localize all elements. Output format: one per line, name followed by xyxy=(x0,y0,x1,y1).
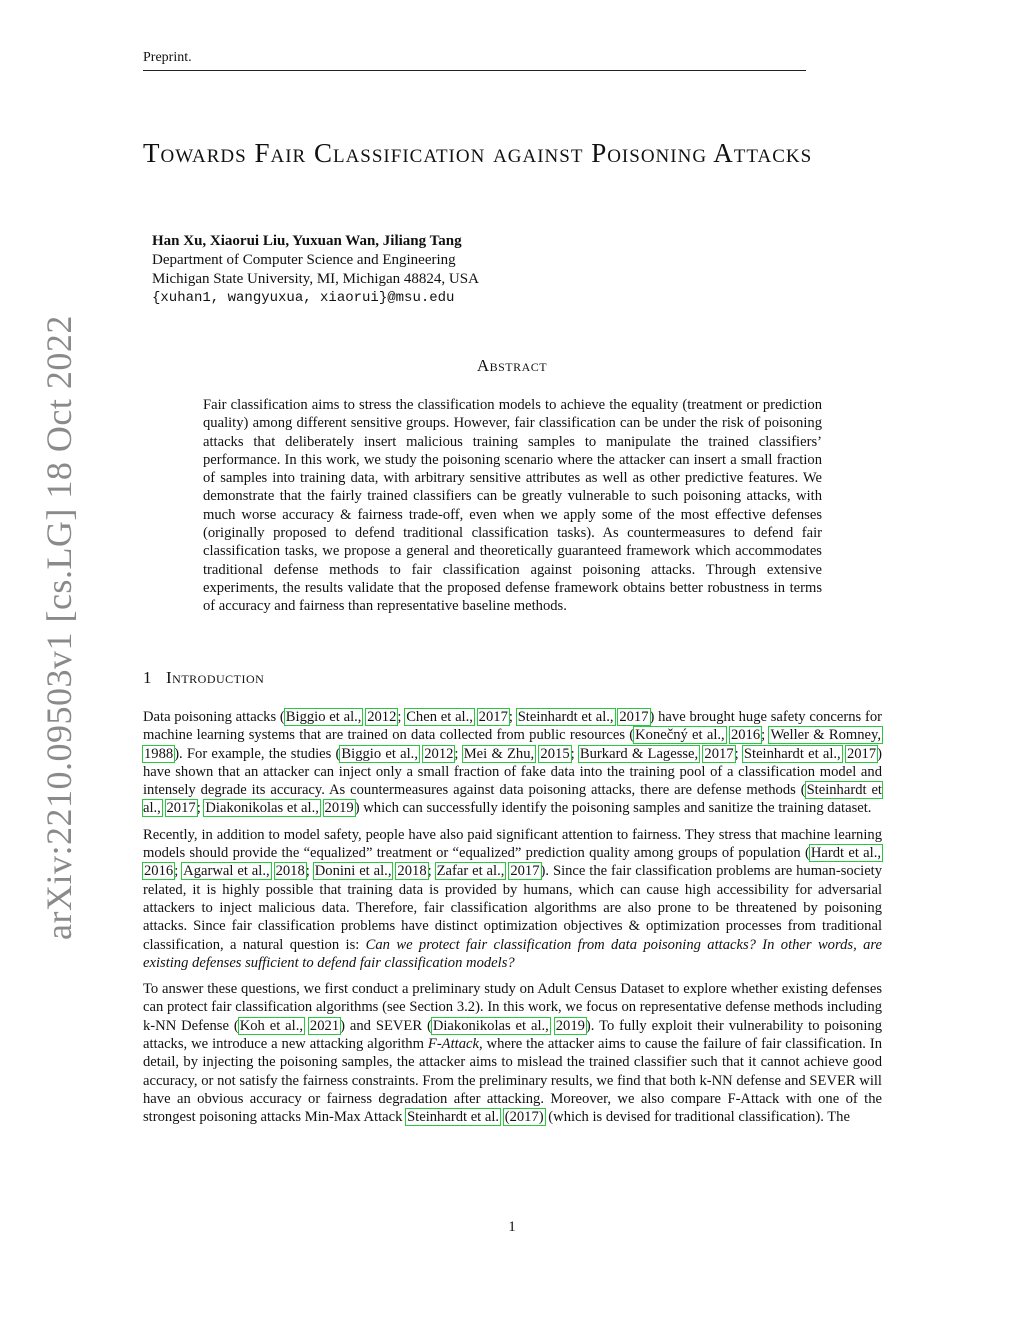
paper-title: Towards Fair Classification against Poisoning Attacks xyxy=(143,138,813,168)
citation-link[interactable]: Hardt et al., xyxy=(810,845,882,862)
text-run: ) have shown that an attacker can inject only a small fraction of fake data into the training pool of a classification model and intensely degrade its accuracy. As countermeasures against data poisoning attacks, there are defense methods ( xyxy=(143,745,883,799)
citation-link[interactable]: 2015 xyxy=(540,745,570,762)
section-number: 1 xyxy=(143,668,152,687)
page-number: 1 xyxy=(508,1219,516,1235)
text-run: ; xyxy=(174,863,183,880)
text-run: ; xyxy=(305,863,314,880)
citation-link[interactable]: 2012 xyxy=(367,709,397,725)
text-run: Data poisoning attacks ( xyxy=(143,709,285,725)
research-question: Can we protect fair classification from data poisoning attacks? In other words, are existing defenses sufficient to defend fair classification models? xyxy=(143,936,882,971)
text-run: , where the attacker aims to cause the failure of fair classification. In detail, by injecting the poisoning samples, the attacker aims to mislead the trained classifier such that it cannot achieve good accuracy, or not satisfy the fairness constraints. From the preliminary results, we find that both k-NN defense and SEVER will have an obvious accuracy or fairness degradation after attacking. Moreover, we also compare F-Attack with one of the strongest poisoning attacks Min-Max Attack xyxy=(143,1036,882,1126)
paragraph-1 xyxy=(143,708,882,818)
citation-link[interactable]: Koh et al., xyxy=(239,1017,304,1034)
running-head: Preprint. xyxy=(143,50,192,65)
text-run: ; xyxy=(454,745,463,762)
citation-link[interactable]: 2017 xyxy=(619,709,649,725)
text-run: ). To fully exploit their vulnerability to poisoning attacks, we introduce a new attacking algorithm xyxy=(143,1017,882,1053)
citation-link[interactable]: 2017 xyxy=(846,745,877,762)
citation-link[interactable]: 2021 xyxy=(309,1017,340,1034)
citation-link[interactable]: 2017 xyxy=(510,863,540,880)
citation-link[interactable]: Steinhardt et al., xyxy=(143,782,882,817)
text-run: (which is devised for traditional classification). The xyxy=(544,1109,850,1126)
paragraph-3 xyxy=(143,980,882,1126)
citation-link[interactable]: 2018 xyxy=(397,863,427,880)
text-run: ; xyxy=(196,800,205,817)
author-university: Michigan State University, MI, Michigan 48824, USA xyxy=(152,271,479,287)
abstract-text: Fair classification aims to stress the classification models to achieve the equality (treatment or prediction quality) among different sensitive groups. However, fair classification can be under the risk of poisoning attacks that deliberately insert malicious training samples to manipulate the trained classifiers’ performance. In this work, we study the poisoning scenario where the attacker can insert a small fraction of samples into training data, with arbitrary sensitive attributes as well as other predictive features. We demonstrate that the fairly trained classifiers can be greatly vulnerable to such poisoning attacks, with much worse accuracy & fairness trade-off, even when we apply some of the most effective defenses (originally proposed to defend traditional classification tasks). As countermeasures to defend fair classification tasks, we propose a general and theoretically guaranteed framework which accommodates traditional defense methods to fair classification against poisoning attacks. Through extensive experiments, the results validate that the proposed defense framework obtains better robustness in terms of accuracy and fairness than representative baseline methods. xyxy=(203,397,822,615)
text-run: ; xyxy=(734,745,743,762)
body-text xyxy=(143,708,882,1135)
citation-link[interactable]: Burkard & Lagesse, xyxy=(579,745,699,762)
abstract-heading: Abstract xyxy=(476,356,548,375)
citation-link[interactable]: 1988 xyxy=(144,745,174,762)
citation-link[interactable]: Chen et al., xyxy=(406,709,473,725)
citation-link[interactable]: Steinhardt et al. xyxy=(407,1109,500,1126)
citation-link[interactable]: Diakonikolas et al., xyxy=(205,800,319,817)
citation-link[interactable]: Donini et al., xyxy=(314,863,392,880)
citation-link[interactable]: Konečný et al., xyxy=(635,727,725,744)
text-run: ). For example, the studies ( xyxy=(174,745,341,762)
arxiv-stamp: arXiv:2210.09503v1 [cs.LG] 18 Oct 2022 xyxy=(39,315,79,940)
citation-link[interactable]: 2019 xyxy=(555,1017,585,1034)
citation-link[interactable]: Steinhardt et al., xyxy=(743,745,841,762)
citation-link[interactable]: Zafar et al., xyxy=(436,863,505,880)
citation-link[interactable]: (2017) xyxy=(504,1109,544,1126)
citation-link[interactable]: 2017 xyxy=(166,800,196,817)
header-rule xyxy=(143,70,806,71)
citation-link[interactable]: Diakonikolas et al., xyxy=(432,1017,549,1034)
author-emails: {xuhan1, wangyuxua, xiaorui}@msu.edu xyxy=(152,290,455,306)
author-block xyxy=(152,232,479,308)
citation-link[interactable]: Steinhardt et al., xyxy=(517,709,614,725)
citation-link[interactable]: 2016 xyxy=(730,727,761,744)
text-run: ; xyxy=(761,727,770,744)
text-run: ; xyxy=(397,709,406,725)
text-run: ) which can successfully identify the poisoning samples and sanitize the training dataset. xyxy=(354,800,872,817)
citation-link[interactable]: 2017 xyxy=(704,745,734,762)
text-run: ; xyxy=(570,745,579,762)
section-title: Introduction xyxy=(166,668,265,687)
citation-link[interactable]: Biggio et al., xyxy=(341,745,418,762)
citation-link[interactable]: Mei & Zhu, xyxy=(463,745,535,762)
citation-link[interactable]: 2017 xyxy=(478,709,508,725)
author-names: Han Xu, Xiaorui Liu, Yuxuan Wan, Jiliang Tang xyxy=(152,233,462,249)
algorithm-name: F-Attack xyxy=(427,1036,479,1053)
citation-link[interactable]: 2012 xyxy=(424,745,454,762)
citation-link[interactable]: Biggio et al., xyxy=(285,709,362,725)
citation-link[interactable]: 2019 xyxy=(324,800,354,817)
text-run: ; xyxy=(508,709,517,725)
text-run: To answer these questions, we first conduct a preliminary study on Adult Census Dataset to explore whether existing defenses can protect fair classification algorithms (see Section 3.2). In this work, we focus on representative defense methods including k-NN Defense ( xyxy=(143,981,882,1034)
text-run: Recently, in addition to model safety, people have also paid significant attention to fairness. They stress that machine learning models should provide the “equalized” treatment or “equalized” prediction quality among groups of population ( xyxy=(143,826,882,862)
text-run: ) and SEVER ( xyxy=(340,1017,432,1034)
text-run: ) have brought huge safety concerns for machine learning systems that are trained on data collected from public resources ( xyxy=(143,709,882,744)
citation-link[interactable]: Agarwal et al., xyxy=(183,863,270,880)
citation-link[interactable]: Weller & Romney, xyxy=(770,727,881,744)
author-department: Department of Computer Science and Engineering xyxy=(152,252,456,268)
citation-link[interactable]: 2018 xyxy=(275,863,305,880)
citation-link[interactable]: 2016 xyxy=(144,863,174,880)
paragraph-2 xyxy=(143,826,882,972)
text-run: ; xyxy=(427,863,436,880)
text-run: ). Since the fair classification problems are human-society related, it is highly possible that training data is provided by humans, which can cause high accessibility for adversarial attackers to inject malicious data. Therefore, fair classification algorithms are also prone to be threatened by poisoning attacks. Since fair classification problems have distinct optimization objectives & optimization processes from traditional classification, a natural question is: xyxy=(143,863,883,953)
section-heading xyxy=(143,668,264,688)
